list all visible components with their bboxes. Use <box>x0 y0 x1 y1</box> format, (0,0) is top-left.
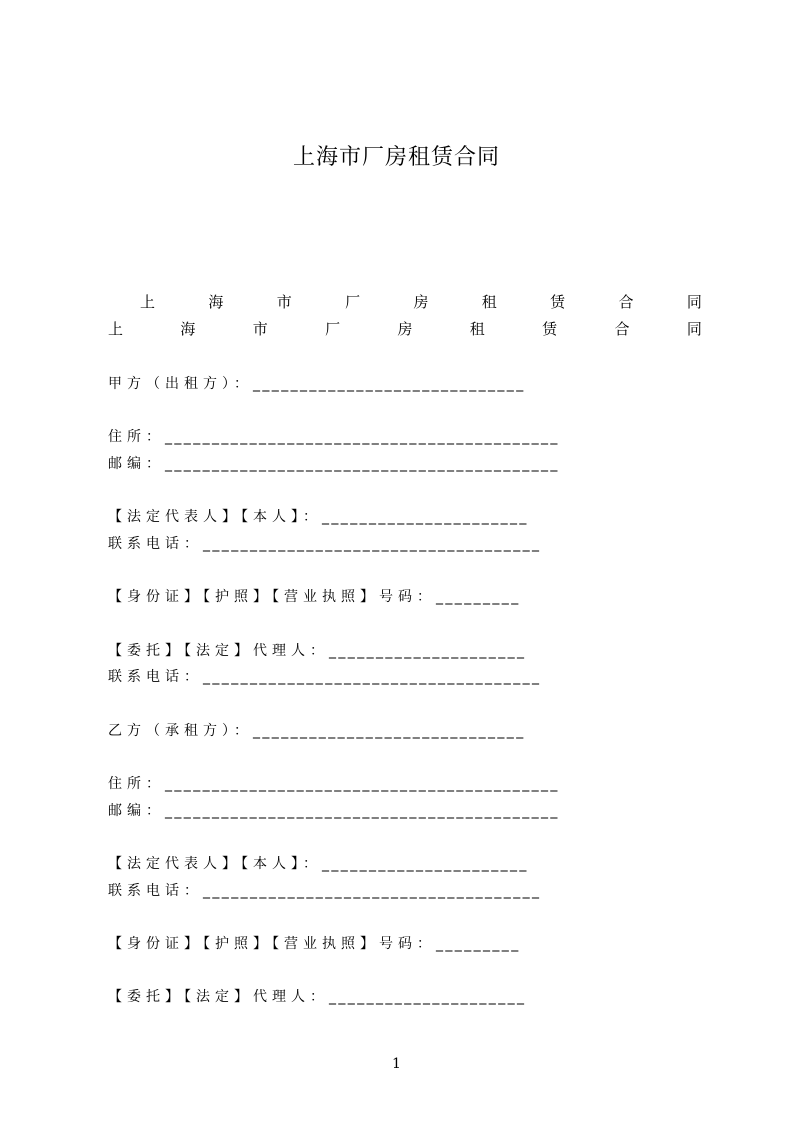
heading-char: 市 <box>276 293 292 311</box>
heading-char: 上 <box>140 293 156 311</box>
fill-blank: __________________________________________ <box>165 456 560 472</box>
fill-blank: __________________________________________ <box>165 776 560 792</box>
document-title: 上海市厂房租赁合同 <box>292 145 500 170</box>
spaced-heading-1 <box>140 291 702 312</box>
party-b-agent-line <box>108 986 702 1006</box>
fill-blank: _____________________________ <box>253 376 526 392</box>
heading-char: 合 <box>618 293 634 311</box>
spaced-heading-2 <box>108 318 702 339</box>
field-label: 联系电话： <box>108 536 203 552</box>
fill-blank: ____________________________________ <box>203 669 542 685</box>
heading-char: 合 <box>614 320 630 338</box>
fill-blank: ______________________ <box>322 856 529 872</box>
heading-char: 同 <box>686 293 702 311</box>
heading-char: 厂 <box>345 293 361 311</box>
party-a-address-line <box>108 426 702 446</box>
heading-char: 市 <box>252 320 268 338</box>
heading-char: 同 <box>686 320 702 338</box>
fill-blank: _____________________________ <box>253 723 526 739</box>
party-a-representative-line <box>108 506 702 526</box>
heading-char: 赁 <box>550 293 566 311</box>
field-label: 【法定代表人】【本人】： <box>108 509 322 525</box>
heading-char: 房 <box>397 320 413 338</box>
fill-blank: _____________________ <box>329 989 527 1005</box>
heading-char: 厂 <box>325 320 341 338</box>
fill-blank: _________ <box>436 589 521 605</box>
party-a-id-line <box>108 586 702 606</box>
fill-blank: ______________________ <box>322 509 529 525</box>
party-b-address-line <box>108 773 702 793</box>
heading-char: 房 <box>413 293 429 311</box>
party-a-name-line <box>108 373 702 393</box>
party-b-postcode-line <box>108 800 702 820</box>
page-number: 1 <box>392 1056 401 1072</box>
field-label: 邮编： <box>108 803 165 819</box>
party-a-postcode-line <box>108 453 702 473</box>
fill-blank: _____________________ <box>329 643 527 659</box>
field-label: 【身份证】【护照】【营业执照】号码： <box>108 589 436 605</box>
heading-char: 海 <box>180 320 196 338</box>
heading-char: 租 <box>481 293 497 311</box>
party-b-id-line <box>108 933 702 953</box>
field-label: 【身份证】【护照】【营业执照】号码： <box>108 936 436 952</box>
fill-blank: __________________________________________ <box>165 429 560 445</box>
party-b-name-line <box>108 720 702 740</box>
party-a-agent-phone-line <box>108 666 702 686</box>
party-a-phone-line <box>108 533 702 553</box>
field-label: 住所： <box>108 429 165 445</box>
field-label: 联系电话： <box>108 669 203 685</box>
field-label: 联系电话： <box>108 883 203 899</box>
heading-char: 赁 <box>542 320 558 338</box>
fill-blank: ____________________________________ <box>203 536 542 552</box>
field-label: 乙方（承租方）： <box>108 723 253 739</box>
fill-blank: __________________________________________ <box>165 803 560 819</box>
party-b-representative-line <box>108 853 702 873</box>
field-label: 【委托】【法定】代理人： <box>108 643 329 659</box>
heading-char: 租 <box>469 320 485 338</box>
heading-char: 海 <box>208 293 224 311</box>
fill-blank: ____________________________________ <box>203 883 542 899</box>
field-label: 住所： <box>108 776 165 792</box>
fill-blank: _________ <box>436 936 521 952</box>
field-label: 甲方（出租方）： <box>108 376 253 392</box>
party-b-phone-line <box>108 880 702 900</box>
field-label: 【法定代表人】【本人】： <box>108 856 322 872</box>
party-a-agent-line <box>108 640 702 660</box>
field-label: 邮编： <box>108 456 165 472</box>
heading-char: 上 <box>108 320 124 338</box>
field-label: 【委托】【法定】代理人： <box>108 989 329 1005</box>
